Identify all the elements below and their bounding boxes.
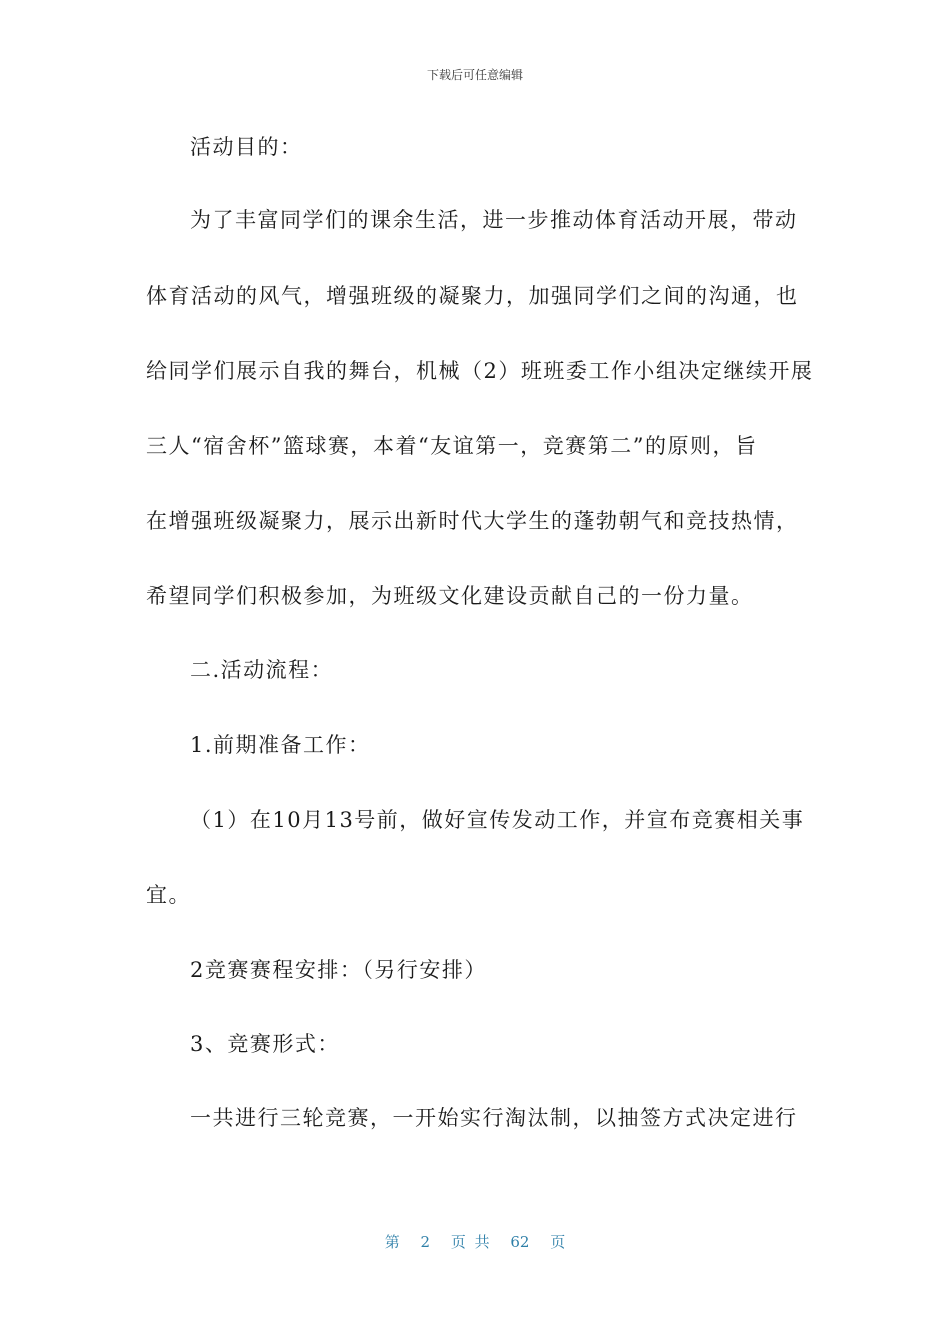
subsection-title-format: 3、竞赛形式： [190, 1032, 340, 1056]
footer-label-of: 页 共 [450, 1233, 490, 1251]
section-title-process: 二.活动流程： [190, 658, 334, 682]
paragraph-line: 三人“宿舍杯”篮球赛，本着“友谊第一，竞赛第二”的原则，旨 [146, 434, 758, 458]
paragraph-line: 一共进行三轮竞赛，一开始实行淘汰制，以抽签方式决定进行 [190, 1106, 798, 1130]
paragraph-line: 希望同学们积极参加，为班级文化建设贡献自己的一份力量。 [146, 584, 754, 608]
paragraph-line: 给同学们展示自我的舞台，机械（2）班班委工作小组决定继续开展 [146, 359, 814, 383]
footer-label-pages: 页 [550, 1233, 566, 1251]
subsection-title-preparation: 1.前期准备工作： [190, 733, 371, 757]
subsection-title-schedule: 2竞赛赛程安排：（另行安排） [190, 958, 487, 982]
paragraph-line: （1）在10月13号前，做好宣传发动工作，并宣布竞赛相关事 [190, 808, 805, 832]
paragraph-line: 在增强班级凝聚力，展示出新时代大学生的蓬勃朝气和竞技热情， [146, 509, 799, 533]
footer-current-page: 2 [420, 1233, 431, 1251]
paragraph-line: 宜。 [146, 883, 191, 907]
paragraph-line: 为了丰富同学们的课余生活，进一步推动体育活动开展，带动 [190, 208, 798, 232]
footer-total-pages: 62 [510, 1233, 530, 1251]
section-title-purpose: 活动目的： [190, 135, 303, 159]
footer-label-page: 第 [384, 1233, 400, 1251]
paragraph-line: 体育活动的风气，增强班级的凝聚力，加强同学们之间的沟通，也 [146, 284, 799, 308]
header-note: 下载后可任意编辑 [426, 68, 523, 82]
page-footer [0, 1231, 950, 1252]
